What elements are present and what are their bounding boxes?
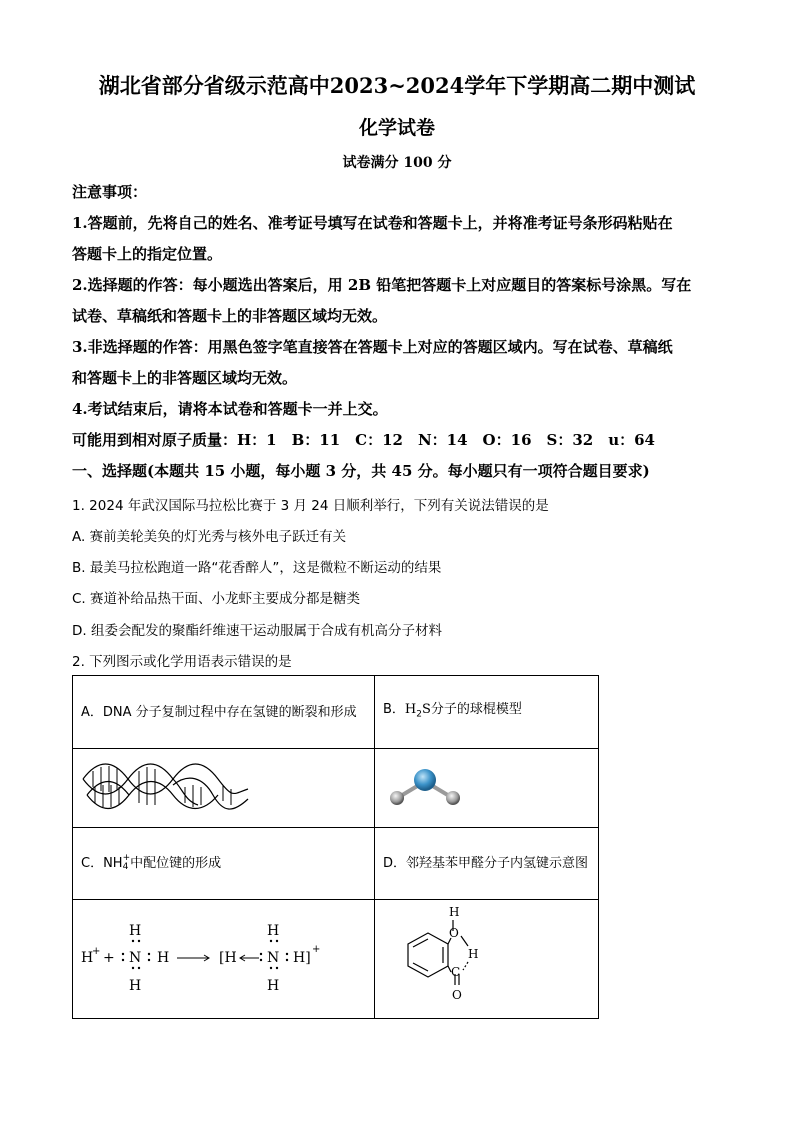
option-d-cell [375,828,599,900]
svg-text:H: H [267,978,280,994]
option-c-cell [73,828,375,900]
question-1-option-c: C. 赛道补给品热干面、小龙虾主要成分都是糖类 [72,591,361,607]
option-b-label: B．$H_2S$分子的球棍模型 [383,701,522,720]
svg-text:+: + [312,944,321,955]
nh4-equation-cell [73,900,375,1019]
svg-text:H: H [129,923,142,939]
option-a-label: A．DNA 分子复制过程中存在氢键的断裂和形成 [81,704,357,720]
svg-text:H: H [449,905,460,919]
question-1-option-b: B. 最美马拉松跑道一路“花香醉人”，这是微粒不断运动的结果 [72,560,442,576]
svg-text:N: N [129,950,142,966]
svg-text:H: H [157,950,170,966]
svg-text:H: H [468,947,479,961]
score-note: 试卷满分 100 分 [342,155,452,171]
note-line: 4.考试结束后，请将本试卷和答题卡一并上交。 [72,400,388,418]
note-line: 答题卡上的指定位置。 [72,245,223,263]
exam-title: 湖北省部分省级示范高中2023~2024学年下学期高二期中测试 [98,73,696,98]
note-line: 和答题卡上的非答题区域均无效。 [72,369,298,387]
svg-text:C: C [451,965,461,979]
option-b-cell [375,676,599,749]
hydrogen-atom [446,791,460,805]
o-hydroxybenzaldehyde-structure [375,900,598,1014]
question-1-stem: 1. 2024 年武汉国际马拉松比赛于 3 月 24 日顺利举行，下列有关说法错误的是 [72,498,549,514]
h2s-model-cell [375,749,599,828]
svg-text:H: H [267,923,280,939]
svg-text:+: + [103,950,115,966]
nh4-coordinate-bond-equation [73,900,374,1014]
svg-text:+: + [92,946,101,957]
question-1-option-a: A. 赛前美轮美奂的灯光秀与核外电子跃迁有关 [72,529,347,545]
note-line: 3.非选择题的作答：用黑色签字笔直接答在答题卡上对应的答题区域内。写在试卷、草稿纸 [72,338,673,356]
section-heading: 一、选择题(本题共 15 小题，每小题 3 分，共 45 分。每小题只有一项符合题目要求) [72,462,650,480]
intramolecular-hbond-cell [375,900,599,1019]
dna-helix-image [73,749,374,823]
atomic-masses: 可能用到相对原子质量：H：1 B：11 C：12 N：14 O：16 S：32 u：64 [72,431,655,449]
hydrogen-atom [390,791,404,805]
svg-text:O: O [452,988,462,1002]
question-2-stem: 2. 下列图示或化学用语表示错误的是 [72,654,292,670]
sulfur-atom [414,769,436,791]
eq-hplus: H [81,950,94,966]
svg-text:[H: [H [219,950,237,966]
question-1-option-d: D. 组委会配发的聚酯纤维速干运动服属于合成有机高分子材料 [72,623,442,639]
h2s-ball-stick-model [375,749,598,823]
option-a-cell [73,676,375,749]
option-c-label: C．NH+ 4 中配位键的形成 [81,852,222,872]
note-line: 1.答题前，先将自己的姓名、准考证号填写在试卷和答题卡上，并将准考证号条形码粘贴在 [72,214,673,232]
note-line: 试卷、草稿纸和答题卡上的非答题区域均无效。 [72,307,388,325]
svg-text:O: O [449,926,459,940]
svg-text:H: H [129,978,142,994]
dna-helix-cell [73,749,375,828]
question-2-table [72,675,599,1019]
option-d-label: D．邻羟基苯甲醛分子内氢键示意图 [383,856,589,871]
exam-subtitle: 化学试卷 [358,117,435,139]
svg-text:H]: H] [293,950,311,966]
note-line: 2.选择题的作答：每小题选出答案后，用 2B 铅笔把答题卡上对应题目的答案标号涂黑。写在 [72,276,692,294]
svg-text:N: N [267,950,280,966]
notes-heading: 注意事项： [72,183,148,201]
